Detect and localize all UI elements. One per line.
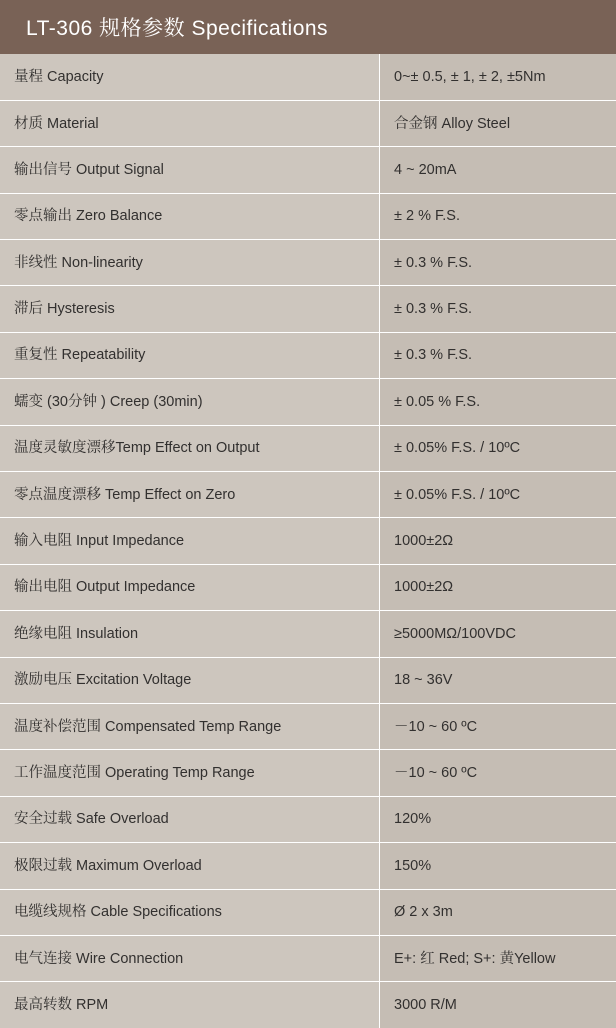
- table-row: [0, 657, 616, 703]
- spec-value: 合金钢 Alloy Steel: [380, 100, 616, 146]
- spec-value: 1000±2Ω: [380, 518, 616, 564]
- table-row: [0, 518, 616, 564]
- table-row: [0, 425, 616, 471]
- table-row: [0, 240, 616, 286]
- table-row: [0, 147, 616, 193]
- table-row: [0, 796, 616, 842]
- table-row: [0, 611, 616, 657]
- table-row: [0, 332, 616, 378]
- spec-label: 工作温度范围 Operating Temp Range: [0, 750, 380, 796]
- spec-value: 1000±2Ω: [380, 564, 616, 610]
- table-body: [0, 54, 616, 1028]
- spec-label: 电缆线规格 Cable Specifications: [0, 889, 380, 935]
- table-row: [0, 286, 616, 332]
- spec-value: ± 0.05 % F.S.: [380, 379, 616, 425]
- spec-value: 18 ~ 36V: [380, 657, 616, 703]
- table-row: [0, 379, 616, 425]
- specifications-table: [0, 54, 616, 1028]
- spec-value: －10 ~ 60 ºC: [380, 703, 616, 749]
- spec-label: 激励电压 Excitation Voltage: [0, 657, 380, 703]
- spec-value: Ø 2 x 3m: [380, 889, 616, 935]
- spec-label: 重复性 Repeatability: [0, 332, 380, 378]
- table-row: [0, 843, 616, 889]
- spec-label: 输出信号 Output Signal: [0, 147, 380, 193]
- spec-value: ± 0.3 % F.S.: [380, 286, 616, 332]
- spec-label: 绝缘电阻 Insulation: [0, 611, 380, 657]
- spec-value: ± 0.3 % F.S.: [380, 332, 616, 378]
- spec-value: 120%: [380, 796, 616, 842]
- table-row: [0, 889, 616, 935]
- spec-label: 非线性 Non-linearity: [0, 240, 380, 286]
- table-row: [0, 703, 616, 749]
- spec-label: 量程 Capacity: [0, 54, 380, 100]
- page-title: LT-306 规格参数 Specifications: [26, 12, 328, 42]
- spec-value: ≥5000MΩ/100VDC: [380, 611, 616, 657]
- table-row: [0, 982, 616, 1028]
- spec-label: 温度补偿范围 Compensated Temp Range: [0, 703, 380, 749]
- spec-value: ± 0.05% F.S. / 10ºC: [380, 425, 616, 471]
- spec-value: 4 ~ 20mA: [380, 147, 616, 193]
- spec-label: 零点输出 Zero Balance: [0, 193, 380, 239]
- spec-value: E+: 红 Red; S+: 黄Yellow: [380, 935, 616, 981]
- table-row: [0, 564, 616, 610]
- spec-label: 材质 Material: [0, 100, 380, 146]
- spec-value: ± 0.3 % F.S.: [380, 240, 616, 286]
- sheet-header: [0, 0, 616, 54]
- spec-label: 温度灵敏度漂移Temp Effect on Output: [0, 425, 380, 471]
- spec-value: 150%: [380, 843, 616, 889]
- spec-value: ± 2 % F.S.: [380, 193, 616, 239]
- spec-label: 最高转数 RPM: [0, 982, 380, 1028]
- spec-label: 输入电阻 Input Impedance: [0, 518, 380, 564]
- table-row: [0, 472, 616, 518]
- spec-value: 3000 R/M: [380, 982, 616, 1028]
- table-row: [0, 54, 616, 100]
- table-row: [0, 193, 616, 239]
- spec-label: 电气连接 Wire Connection: [0, 935, 380, 981]
- spec-label: 零点温度漂移 Temp Effect on Zero: [0, 472, 380, 518]
- table-row: [0, 100, 616, 146]
- spec-label: 蠕变 (30分钟 ) Creep (30min): [0, 379, 380, 425]
- spec-value: ± 0.05% F.S. / 10ºC: [380, 472, 616, 518]
- table-row: [0, 935, 616, 981]
- spec-label: 滞后 Hysteresis: [0, 286, 380, 332]
- spec-label: 输出电阻 Output Impedance: [0, 564, 380, 610]
- spec-value: 0~± 0.5, ± 1, ± 2, ±5Nm: [380, 54, 616, 100]
- table-row: [0, 750, 616, 796]
- spec-label: 极限过载 Maximum Overload: [0, 843, 380, 889]
- spec-value: －10 ~ 60 ºC: [380, 750, 616, 796]
- spec-label: 安全过载 Safe Overload: [0, 796, 380, 842]
